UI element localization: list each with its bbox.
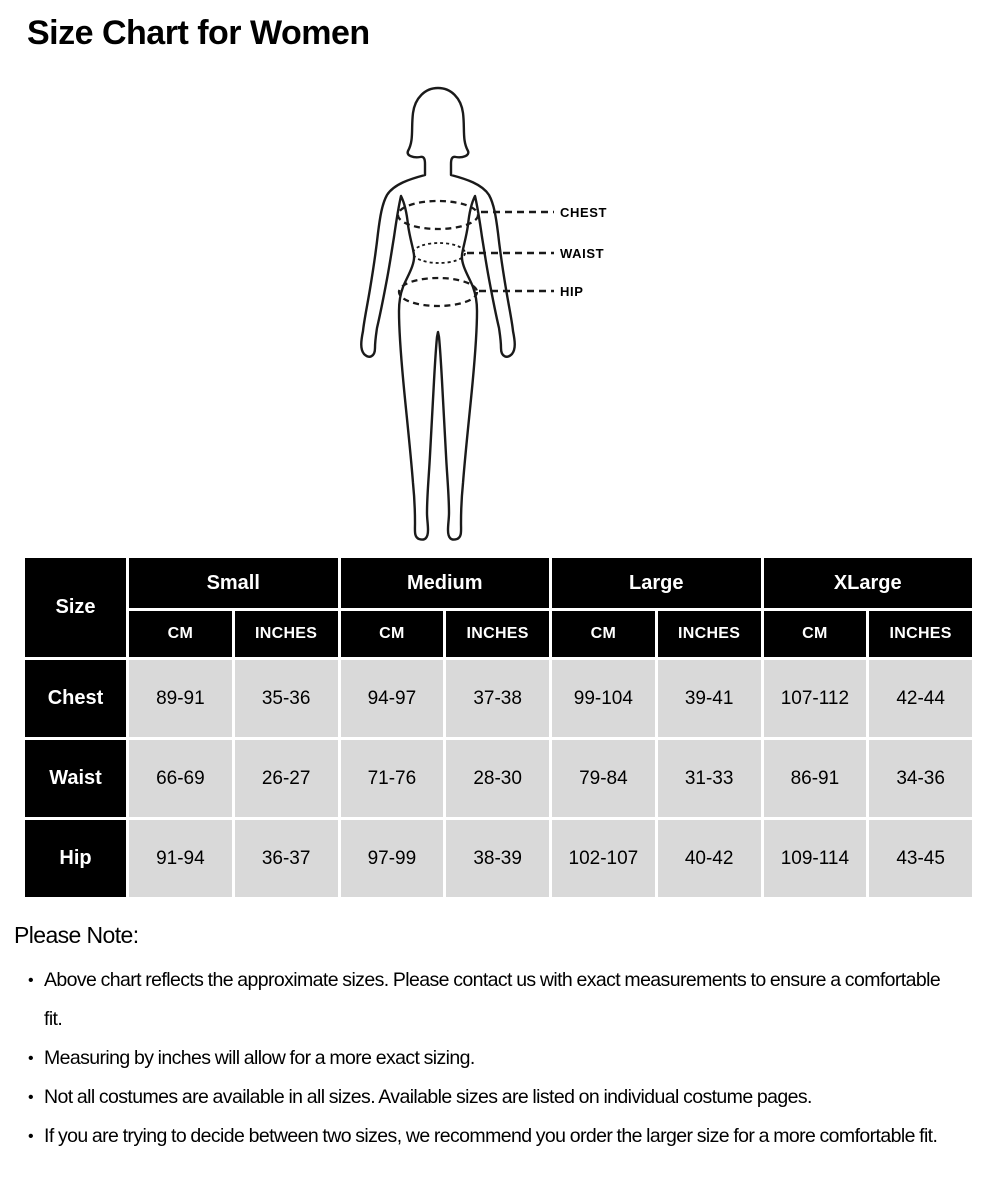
note-text: Not all costumes are available in all sizes. Available sizes are listed on individual costume pages. bbox=[44, 1086, 812, 1108]
row-header-waist: Waist bbox=[25, 740, 126, 817]
unit-header-inches: INCHES bbox=[235, 611, 338, 657]
note-text: Above chart reflects the approximate sizes. Please contact us with exact measurements to ensure a comfortable fit. bbox=[44, 969, 941, 1030]
note-text: If you are trying to decide between two sizes, we recommend you order the larger size for a more comfortable fit. bbox=[44, 1125, 938, 1147]
bullet-icon: • bbox=[28, 1128, 34, 1145]
table-row-hip bbox=[25, 820, 972, 897]
woman-body-outline bbox=[361, 88, 515, 540]
table-data-cell: 38-39 bbox=[446, 820, 549, 897]
size-group-medium: Medium bbox=[341, 558, 550, 608]
notes-heading: Please Note: bbox=[14, 922, 139, 948]
hip-label: HIP bbox=[560, 284, 584, 299]
size-group-header-row bbox=[25, 558, 972, 608]
table-data-cell: 97-99 bbox=[341, 820, 444, 897]
size-group-xlarge: XLarge bbox=[764, 558, 973, 608]
unit-header-inches: INCHES bbox=[658, 611, 761, 657]
table-data-cell: 43-45 bbox=[869, 820, 972, 897]
note-text: Measuring by inches will allow for a more exact sizing. bbox=[44, 1047, 475, 1069]
table-data-cell: 79-84 bbox=[552, 740, 655, 817]
woman-outline-figure bbox=[350, 85, 680, 545]
table-data-cell: 34-36 bbox=[869, 740, 972, 817]
table-data-cell: 28-30 bbox=[446, 740, 549, 817]
table-row-waist bbox=[25, 740, 972, 817]
unit-header-inches: INCHES bbox=[869, 611, 972, 657]
row-header-hip: Hip bbox=[25, 820, 126, 897]
table-data-cell: 40-42 bbox=[658, 820, 761, 897]
table-data-cell: 39-41 bbox=[658, 660, 761, 737]
chest-label: CHEST bbox=[560, 205, 608, 220]
table-data-cell: 36-37 bbox=[235, 820, 338, 897]
size-group-large: Large bbox=[552, 558, 761, 608]
note-item bbox=[14, 961, 944, 1039]
table-data-cell: 35-36 bbox=[235, 660, 338, 737]
note-item bbox=[14, 1039, 944, 1078]
unit-header-cm: CM bbox=[129, 611, 232, 657]
table-data-cell: 71-76 bbox=[341, 740, 444, 817]
unit-header-cm: CM bbox=[764, 611, 867, 657]
notes-section bbox=[14, 922, 944, 1156]
size-group-small: Small bbox=[129, 558, 338, 608]
table-data-cell: 86-91 bbox=[764, 740, 867, 817]
table-data-cell: 42-44 bbox=[869, 660, 972, 737]
table-data-cell: 109-114 bbox=[764, 820, 867, 897]
table-data-cell: 94-97 bbox=[341, 660, 444, 737]
unit-header-inches: INCHES bbox=[446, 611, 549, 657]
notes-list bbox=[14, 961, 944, 1156]
bullet-icon: • bbox=[28, 972, 34, 989]
note-item bbox=[14, 1117, 944, 1156]
page-title: Size Chart for Women bbox=[27, 14, 370, 52]
table-data-cell: 66-69 bbox=[129, 740, 232, 817]
unit-header-row bbox=[25, 611, 972, 657]
table-data-cell: 89-91 bbox=[129, 660, 232, 737]
row-header-chest: Chest bbox=[25, 660, 126, 737]
body-measurement-diagram bbox=[350, 85, 680, 545]
table-data-cell: 37-38 bbox=[446, 660, 549, 737]
waist-label: WAIST bbox=[560, 246, 605, 261]
table-row-chest bbox=[25, 660, 972, 737]
women-size-table bbox=[22, 555, 975, 900]
size-corner-cell: Size bbox=[25, 558, 126, 657]
table-data-cell: 107-112 bbox=[764, 660, 867, 737]
note-item bbox=[14, 1078, 944, 1117]
bullet-icon: • bbox=[28, 1089, 34, 1106]
table-data-cell: 31-33 bbox=[658, 740, 761, 817]
table-data-cell: 91-94 bbox=[129, 820, 232, 897]
table-data-cell: 26-27 bbox=[235, 740, 338, 817]
unit-header-cm: CM bbox=[552, 611, 655, 657]
bullet-icon: • bbox=[28, 1050, 34, 1067]
unit-header-cm: CM bbox=[341, 611, 444, 657]
table-data-cell: 102-107 bbox=[552, 820, 655, 897]
table-data-cell: 99-104 bbox=[552, 660, 655, 737]
